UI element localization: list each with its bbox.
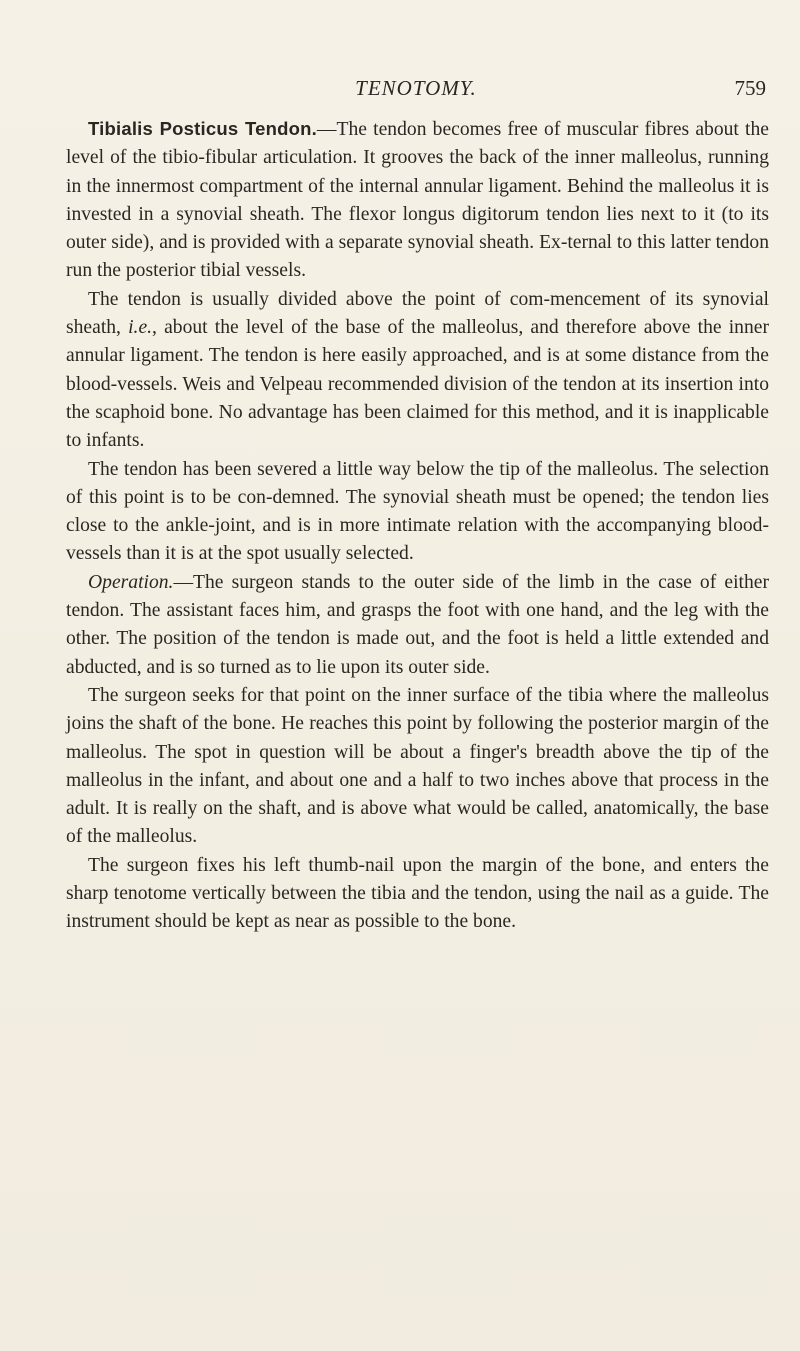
paragraph-text: —The tendon becomes free of muscular fibres about the level of the tibio-fibular articulation. It grooves the back of the inner malleolus, running in the innermost compartment of the internal annular ligament. Behind the malleolus it is invested in a synovial sheath. The flexor longus digitorum tendon lies next to it (to its outer side), and is provided with a separate synovial sheath. Ex-ternal to this latter tendon run the posterior tibial vessels.	[66, 119, 769, 282]
paragraph-division-site	[66, 286, 769, 456]
ie-abbreviation: i.e.	[128, 317, 153, 339]
section-heading-operation: Operation.	[88, 571, 174, 593]
paragraph-thumb-nail: The surgeon fixes his left thumb-nail upon the margin of the bone, and enters the sharp tenotome vertically between the tibia and the tendon, using the nail as a guide. The instrument should be kept as near as possible to the bone.	[66, 854, 769, 933]
paragraph-operation	[66, 569, 769, 682]
paragraph-text: The tendon is usually divided above the point of com-mencement of its synovial sheath,	[66, 288, 769, 339]
running-head	[66, 76, 766, 106]
page-number: 759	[734, 76, 766, 100]
paragraph-text: —The surgeon stands to the outer side of the limb in the case of either tendon. The assistant faces him, and grasps the foot with one hand, and the leg with the other. The position of the tendon is made out, and the foot is held a little extended and abducted, and is so turned as to lie upon its outer side.	[66, 571, 769, 678]
body-text	[66, 115, 769, 937]
paragraph-surgeon-seeks: The surgeon seeks for that point on the inner surface of the tibia where the malleolus joins the shaft of the bone. He reaches this point by following the posterior margin of the malleolus. The spot in question will be about a finger's breadth above the tip of the malleolus in the infant, and about one and a half to two inches above that process in the adult. It is really on the shaft, and is above what would be called, anatomically, the base of the malleolus.	[66, 684, 769, 848]
paragraph-below-malleolus: The tendon has been severed a little way below the tip of the malleolus. The selection of this point is to be con-demned. The synovial sheath must be opened; the tendon lies close to the ankle-joint, and is in more intimate relation with the accompanying blood-vessels than it is at the spot usually selected.	[66, 458, 769, 565]
paragraph-tibialis-posticus	[66, 115, 769, 286]
paragraph-text: , about the level of the base of the malleolus, and therefore above the inner annular ligament. The tendon is here easily approached, and is at some distance from the blood-vessels. Weis and Velpeau recommended division of the tendon at its insertion into the scaphoid bone. No advantage has been claimed for this method, and it is inapplicable to infants.	[66, 317, 769, 452]
running-title: TENOTOMY.	[355, 76, 477, 100]
section-heading-tibialis-posticus: Tibialis Posticus Tendon.	[88, 118, 317, 139]
